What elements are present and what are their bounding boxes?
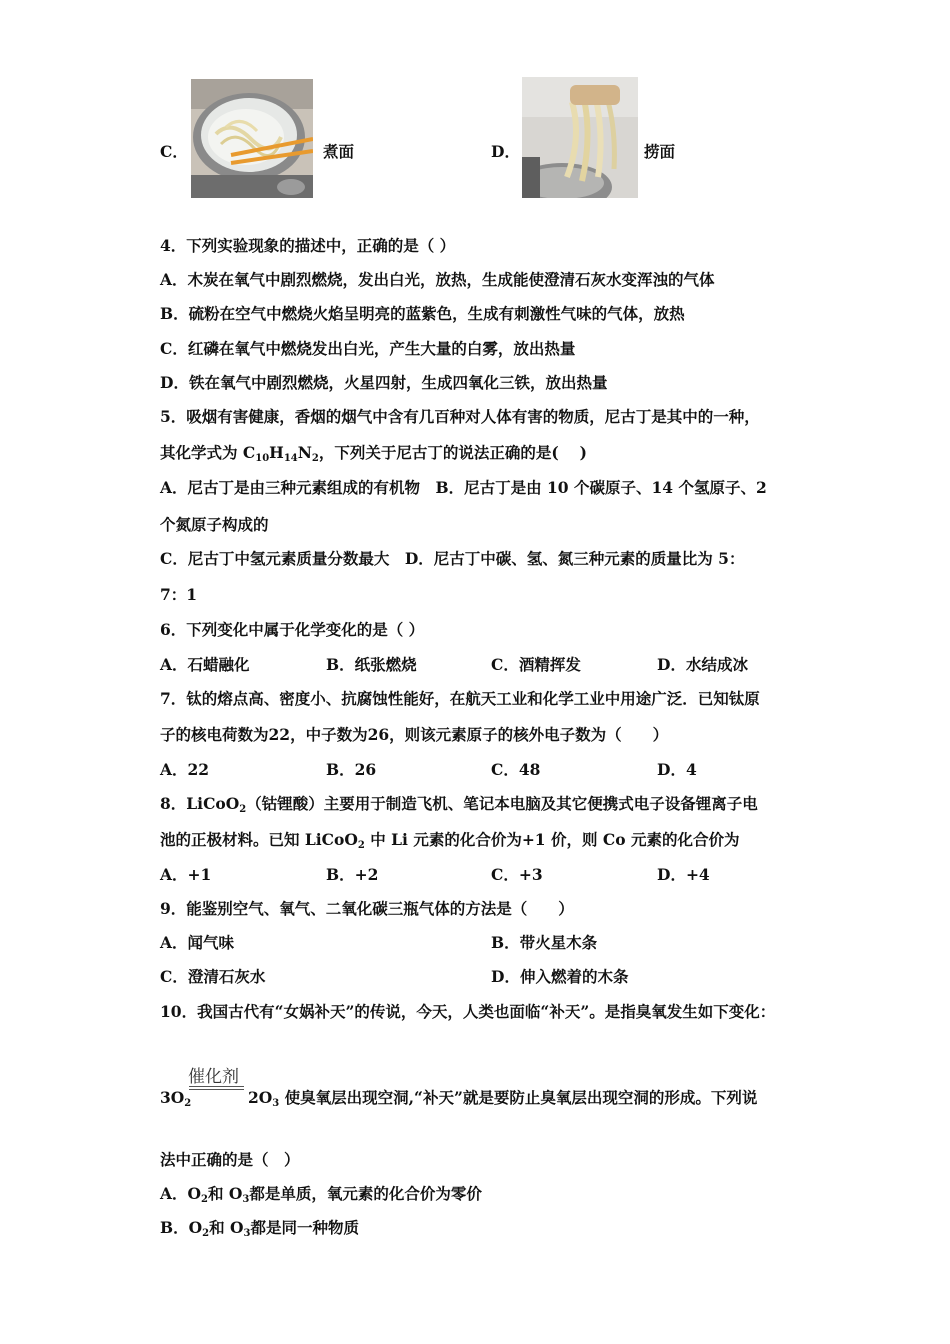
q10-stem-line2: $2O_3$ 使臭氧层出现空洞,“补天”就是要防止臭氧层出现空洞的形成。下列说	[248, 1088, 758, 1109]
q4-option-b: B．硫粉在空气中燃烧火焰呈明亮的蓝紫色，生成有刺激性气味的气体，放热	[160, 304, 685, 323]
q7-option-c: C．48	[491, 760, 541, 779]
q7-option-b: B．26	[326, 760, 377, 779]
q9-option-b: B．带火星木条	[491, 933, 598, 952]
q4-stem: 4．下列实验现象的描述中，正确的是（ ）	[160, 236, 456, 255]
q5-stem-line2: 其化学式为 $C_{10}H_{14}N_2$，下列关于尼古丁的说法正确的是( )	[160, 443, 587, 464]
q8-stem-line1: 8．LiCoO$_2$（钴锂酸）主要用于制造飞机、笔记本电脑及其它便携式电子设备锂离子电	[160, 794, 758, 815]
q8-option-b: B．+2	[326, 865, 379, 884]
cooking-noodles-photo	[191, 79, 313, 198]
reaction-arrow-bar-bottom	[189, 1089, 244, 1090]
q6-option-d: D．水结成冰	[657, 655, 748, 674]
q4-option-c: C．红磷在氧气中燃烧发出白光，产生大量的白雾，放出热量	[160, 339, 576, 358]
q9-stem: 9．能鉴别空气、氧气、二氧化碳三瓶气体的方法是（ ）	[160, 899, 574, 918]
q6-option-b: B．纸张燃烧	[326, 655, 417, 674]
q9-option-a: A．闻气味	[160, 933, 235, 952]
option-c-caption: 煮面	[323, 142, 355, 161]
q5-options-ab-line2: 个氮原子构成的	[160, 515, 269, 534]
q7-stem-line2: 子的核电荷数为22，中子数为26，则该元素原子的核外电子数为（ ）	[160, 725, 669, 744]
q6-stem: 6．下列变化中属于化学变化的是（ ）	[160, 620, 425, 639]
q5-options-ab-line1: A．尼古丁是由三种元素组成的有机物 B．尼古丁是由 10 个碳原子、14 个氢原子、2	[160, 478, 767, 497]
q9-option-c: C．澄清石灰水	[160, 967, 266, 986]
q7-stem-line1: 7．钛的熔点高、密度小、抗腐蚀性能好，在航天工业和化学工业中用途广泛．已知钛原	[160, 689, 760, 708]
lifting-noodles-image	[522, 77, 638, 198]
option-c-letter: C．	[160, 142, 188, 161]
q5-options-cd-line1: C．尼古丁中氢元素质量分数最大 D．尼古丁中碳、氢、氮三种元素的质量比为 5：	[160, 549, 745, 568]
q8-option-a: A．+1	[160, 865, 212, 884]
q4-option-a: A．木炭在氧气中剧烈燃烧，发出白光，放热，生成能使澄清石灰水变浑浊的气体	[160, 270, 715, 289]
q4-option-d: D．铁在氧气中剧烈燃烧，火星四射，生成四氧化三铁，放出热量	[160, 373, 608, 392]
q10-stem-line1: 10．我国古代有“女娲补天”的传说，今天，人类也面临“补天”。是指臭氧发生如下变化：	[160, 1002, 776, 1021]
q8-option-d: D．+4	[657, 865, 710, 884]
q10-option-a: A．$O_2$和 $O_3$都是单质，氧元素的化合价为零价	[160, 1184, 482, 1205]
q10-stem-line3: 法中正确的是（ ）	[160, 1150, 300, 1169]
q6-option-a: A．石蜡融化	[160, 655, 250, 674]
option-d-caption: 捞面	[644, 142, 676, 161]
scooping-noodles-photo	[522, 77, 638, 198]
q10-option-b: B．$O_2$和 $O_3$都是同一种物质	[160, 1218, 359, 1239]
boiling-noodles-image	[191, 79, 313, 198]
q7-option-a: A．22	[160, 760, 210, 779]
q5-options-cd-line2: 7：1	[160, 585, 198, 604]
reaction-reactant: $3O_2$	[160, 1088, 192, 1109]
reaction-catalyst-label: 催化剂	[188, 1067, 239, 1087]
q8-option-c: C．+3	[491, 865, 543, 884]
reaction-arrow-bar-top	[189, 1086, 244, 1087]
q9-option-d: D．伸入燃着的木条	[491, 967, 629, 986]
q5-stem-line1: 5．吸烟有害健康，香烟的烟气中含有几百种对人体有害的物质，尼古丁是其中的一种，	[160, 407, 760, 426]
q7-option-d: D．4	[657, 760, 697, 779]
q8-stem-line2: 池的正极材料。已知 LiCoO$_2$ 中 Li 元素的化合价为+1 价，则 Co 元素的化合价为	[160, 830, 740, 851]
q6-option-c: C．酒精挥发	[491, 655, 581, 674]
option-d-letter: D．	[491, 142, 520, 161]
